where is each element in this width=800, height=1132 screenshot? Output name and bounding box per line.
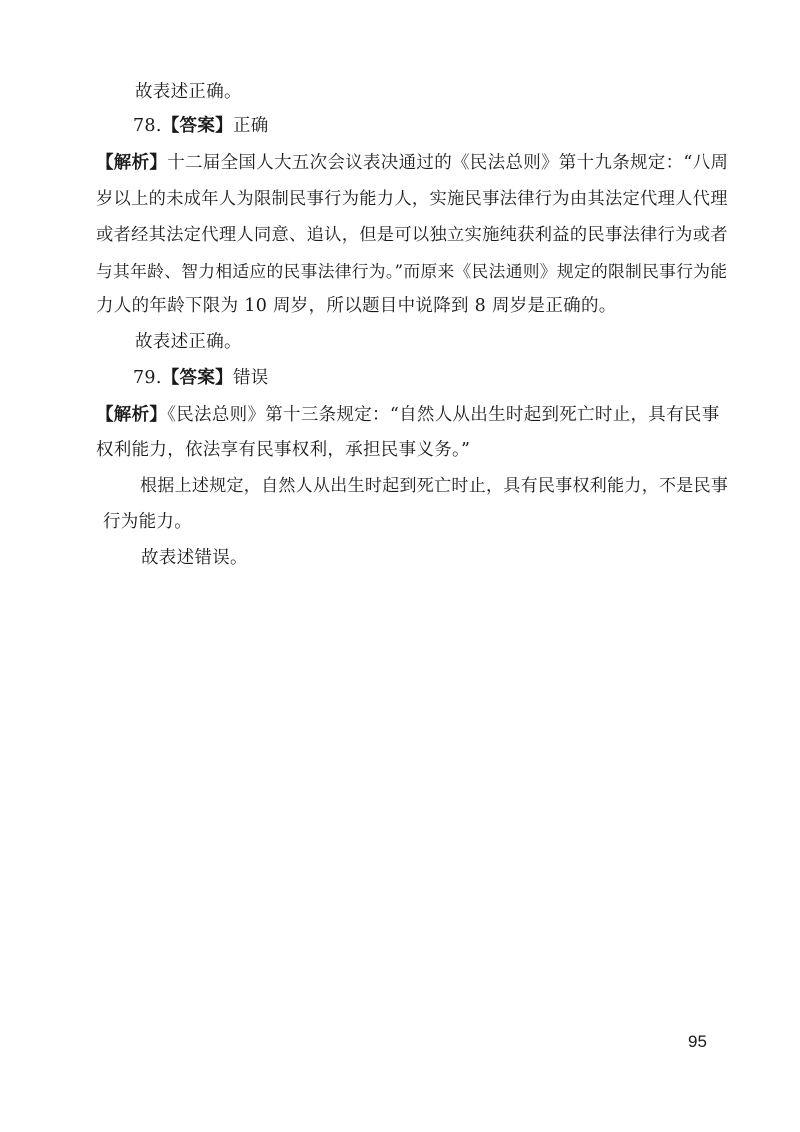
conclusion-79: 故表述错误。 [141, 548, 248, 568]
answer-78-value: 正确 [232, 116, 269, 136]
answer-79-number: 79. [133, 368, 162, 388]
analysis-78-line-4: 与其年龄、智力相适应的民事法律行为。”而原来《民法通则》规定的限制民事行为能 [96, 261, 728, 281]
analysis-78-line-1 [96, 151, 728, 175]
analysis-78-line-2: 岁以上的未成年人为限制民事行为能力人，实施民事法律行为由其法定代理人代理 [96, 189, 728, 209]
analysis-79-text-1: 《民法总则》第十三条规定：“自然人从出生时起到死亡时止，具有民事 [167, 405, 720, 425]
answer-79-label: 【答案】 [161, 368, 233, 388]
analysis-79-line-2: 权利能力，依法享有民事权利，承担民事义务。” [96, 440, 471, 460]
analysis-78-line-3: 或者经其法定代理人同意、追认，但是可以独立实施纯获利益的民事法律行为或者 [96, 225, 728, 245]
analysis-79-line-1 [96, 403, 720, 427]
answer-78-number: 78. [133, 116, 162, 136]
answer-78 [133, 114, 269, 138]
analysis-78-label: 【解析】 [96, 153, 168, 173]
conclusion-78: 故表述正确。 [135, 332, 242, 352]
answer-78-label: 【答案】 [161, 116, 233, 136]
analysis-79-label: 【解析】 [96, 405, 168, 425]
reasoning-79-line-2: 行为能力。 [103, 512, 192, 532]
answer-79 [133, 366, 269, 390]
page-number: 95 [688, 1032, 707, 1051]
analysis-78-line-5: 力人的年龄下限为 10 周岁，所以题目中说降到 8 周岁是正确的。 [96, 296, 617, 316]
conclusion-78-prev: 故表述正确。 [135, 82, 242, 102]
analysis-78-text-1: 十二届全国人大五次会议表决通过的《民法总则》第十九条规定：“八周 [167, 153, 729, 173]
answer-79-value: 错误 [232, 368, 269, 388]
reasoning-79-line-1: 根据上述规定，自然人从出生时起到死亡时止，具有民事权利能力，不是民事 [140, 476, 729, 496]
